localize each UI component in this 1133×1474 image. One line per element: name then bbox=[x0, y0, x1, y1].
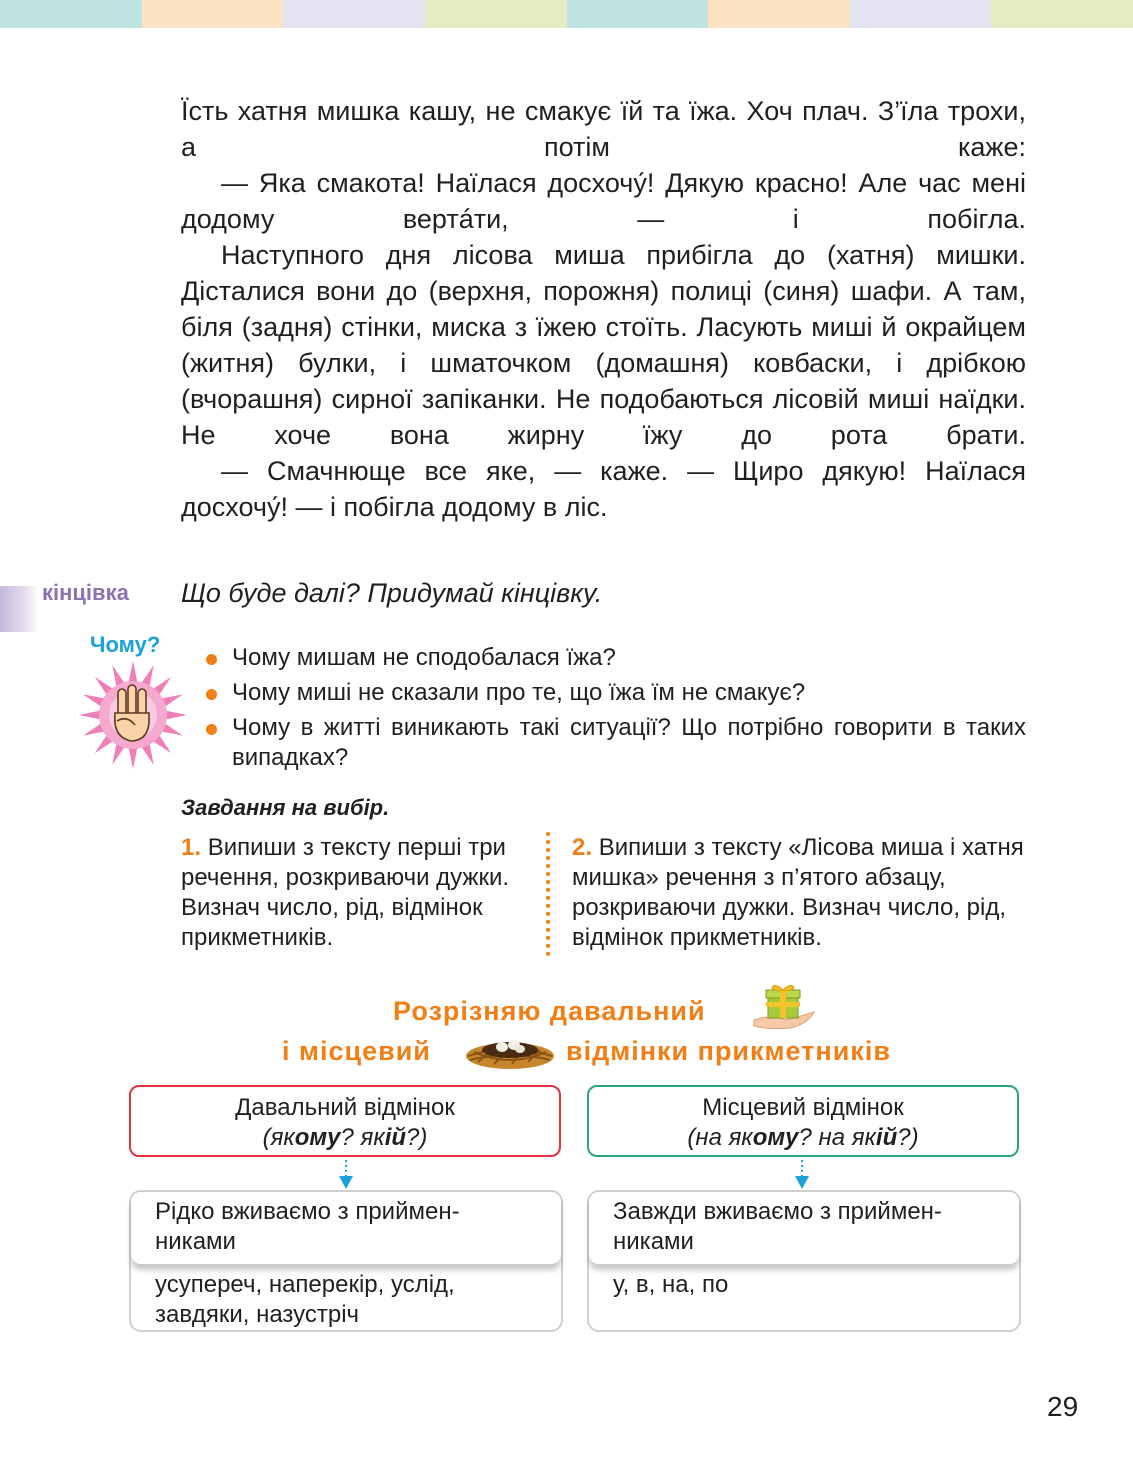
story-text bbox=[181, 93, 1026, 525]
question-text: ?) bbox=[897, 1124, 919, 1151]
story-paragraph: Наступного дня лісова миша прибігла до (хатня) мишки. Дісталися вони до (верхня, порожня) полиці (синя) шафи. А там, біля (задня) стінки, миска з їжею стоїть. Ласують миші й окрайцем (житня) булки, і шматочком (домашня) ковбаски, і дрібкою (вчорашня) сирної запіканки. Не подобаються лісовій миші наїдки. Не хоче вона жирну їжу до рота брати. bbox=[181, 240, 1026, 450]
question-text: (на як bbox=[687, 1124, 753, 1151]
question-ending: ому bbox=[752, 1124, 799, 1151]
ending-tag: кінцівка bbox=[42, 580, 129, 605]
why-questions bbox=[206, 643, 1026, 778]
locative-questions bbox=[589, 1123, 1017, 1153]
story-paragraph: — Яка смакота! Наїлася досхочу́! Дякую красно! Але час мені додому вертáти, — і побігла. bbox=[181, 168, 1026, 234]
dative-questions bbox=[131, 1123, 559, 1153]
section-title-line2a: і місцевий bbox=[282, 1036, 431, 1066]
question-item: Чому мишам не сподобалася їжа? bbox=[206, 643, 1026, 673]
choice-heading: Завдання на вибір. bbox=[181, 795, 390, 820]
arrow-down-icon bbox=[338, 1160, 354, 1190]
gift-in-hand-icon bbox=[752, 982, 816, 1032]
dative-prepositions: усупереч, наперекір, услід, завдяки, назустріч bbox=[155, 1271, 455, 1328]
question-text: (як bbox=[262, 1124, 295, 1151]
dative-rule: Рідко вживаємо з приймен-никами bbox=[155, 1198, 460, 1255]
question-item: Чому миші не сказали про те, що їжа їм не смакує? bbox=[206, 678, 1026, 708]
section-title-line1: Розрізняю давальний bbox=[393, 996, 706, 1026]
locative-rule: Завжди вживаємо з приймен-никами bbox=[613, 1198, 942, 1255]
task-2 bbox=[572, 833, 1027, 953]
dative-rule-header bbox=[131, 1192, 561, 1264]
margin-tab bbox=[0, 586, 38, 632]
task-number: 2. bbox=[572, 834, 593, 861]
nest-icon bbox=[464, 1028, 556, 1072]
top-bar-segment bbox=[425, 0, 567, 28]
top-bar-segment bbox=[567, 0, 709, 28]
why-heading: Чому? bbox=[90, 632, 161, 657]
question-ending: ій bbox=[875, 1124, 898, 1151]
question-ending: ому bbox=[294, 1124, 341, 1151]
task-number: 1. bbox=[181, 834, 202, 861]
locative-case-box bbox=[587, 1085, 1019, 1157]
top-color-bar bbox=[0, 0, 1133, 28]
task-1 bbox=[181, 833, 526, 953]
ending-task: Що буде далі? Придумай кінцівку. bbox=[181, 578, 603, 608]
question-text: ?) bbox=[406, 1124, 428, 1151]
top-bar-segment bbox=[142, 0, 284, 28]
page-number: 29 bbox=[1047, 1391, 1079, 1422]
locative-rule-box bbox=[587, 1190, 1021, 1332]
top-bar-segment bbox=[0, 0, 142, 28]
question-text: ? як bbox=[340, 1124, 385, 1151]
locative-rule-header bbox=[589, 1192, 1019, 1264]
question-ending: ій bbox=[384, 1124, 407, 1151]
dative-case-box bbox=[129, 1085, 561, 1157]
question-text: ? на як bbox=[798, 1124, 876, 1151]
question-item: Чому в житті виникають такі ситуації? Що потрібно говорити в таких випадках? bbox=[206, 713, 1026, 773]
top-bar-segment bbox=[283, 0, 425, 28]
dotted-divider bbox=[546, 832, 550, 956]
top-bar-segment bbox=[708, 0, 850, 28]
locative-prepositions: у, в, на, по bbox=[613, 1271, 729, 1298]
section-title-line2b: відмінки прикметників bbox=[566, 1036, 891, 1066]
locative-title: Місцевий відмінок bbox=[702, 1094, 904, 1121]
dative-title: Давальний відмінок bbox=[235, 1094, 455, 1121]
task-text: Випиши з тексту перші три речення, розкриваючи дужки. Визнач число, рід, відмінок прикметників. bbox=[181, 834, 510, 951]
story-paragraph: — Смачнюще все яке, — каже. — Щиро дякую! Наїлася досхочу́! — і побігла додому в ліс. bbox=[181, 456, 1026, 522]
story-paragraph: Їсть хатня мишка кашу, не смакує їй та їжа. Хоч плач. З’їла трохи, а потім каже: bbox=[181, 96, 1026, 162]
three-fingers-hand-icon bbox=[78, 660, 188, 770]
top-bar-segment bbox=[850, 0, 992, 28]
dative-rule-box bbox=[129, 1190, 563, 1332]
top-bar-segment bbox=[991, 0, 1133, 28]
arrow-down-icon bbox=[794, 1160, 810, 1190]
task-text: Випиши з тексту «Лісова миша і хатня мишка» речення з п’ятого абзацу, розкриваючи дужки. Визнач число, рід, відмінок прикметників. bbox=[572, 834, 1024, 951]
